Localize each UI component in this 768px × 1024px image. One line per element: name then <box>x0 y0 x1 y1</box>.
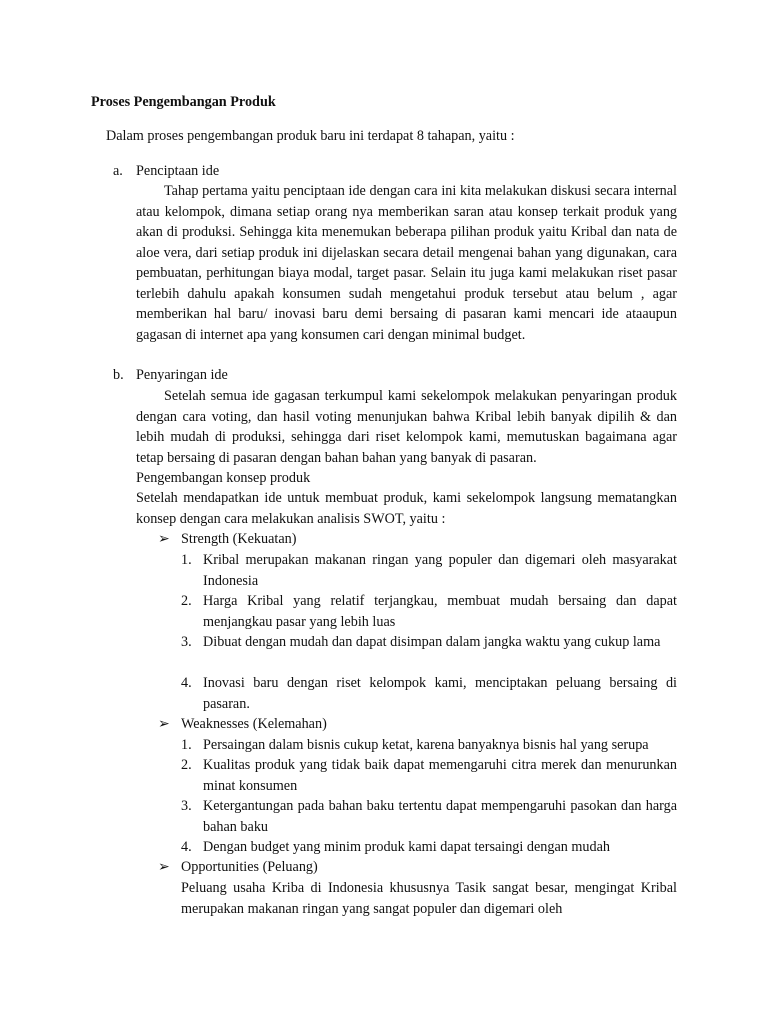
strength-item-number: 4. <box>181 675 192 691</box>
weakness-item-number: 1. <box>181 737 192 753</box>
section-heading-b: Penyaringan ide <box>136 367 228 383</box>
opportunities-heading: Opportunities (Peluang) <box>181 859 318 875</box>
strength-item-number: 3. <box>181 634 192 650</box>
arrow-bullet-icon: ➢ <box>158 531 170 547</box>
weakness-item-number: 4. <box>181 839 192 855</box>
arrow-bullet-icon: ➢ <box>158 716 170 732</box>
strength-item: Kribal merupakan makanan ringan yang populer dan digemari oleh masyarakat Indonesia <box>203 552 677 589</box>
weakness-item-number: 2. <box>181 757 192 773</box>
section-paragraph-a: Tahap pertama yaitu penciptaan ide dengan cara ini kita melakukan diskusi secara internal atau kelompok, dimana setiap orang nya memberikan saran atau konsep terkait produk yang akan di produksi. Sehingga kita menemukan beberapa pilihan produk yaitu Kribal dan nata de aloe vera, dari setiap produk ini dijelaskan secara detail mengenai bahan yang digunakan, cara pembuatan, perhitungan biaya modal, target pasar. Selain itu juga kami melakukan riset pasar terlebih dahulu apakah konsumen sudah mengetahui produk tersebut atau belum , agar memberikan hal baru/ inovasi baru demi bersaing di pasaran kami mencari ide ataaupun gagasan di internet apa yang konsumen cari dengan minimal budget. <box>136 183 677 343</box>
opportunities-paragraph: Peluang usaha Kriba di Indonesia khususnya Tasik sangat besar, mengingat Kribal merupakan makanan ringan yang sangat populer dan digemari oleh <box>181 880 677 917</box>
section-paragraph-b: Setelah semua ide gagasan terkumpul kami sekelompok melakukan penyaringan produk dengan cara voting, dan hasil voting menunjukan bahwa Kribal lebih banyak dipilih & dan lebih mudah di produksi, sehingga dari riset kelompok kami, memutuskan bagaimana agar tetap bersaing di pasaran dengan bahan bahan yang banyak di pasaran. <box>136 388 677 466</box>
section-heading-a: Penciptaan ide <box>136 163 220 179</box>
weakness-item-number: 3. <box>181 798 192 814</box>
section-marker-a: a. <box>113 163 123 179</box>
strength-item-number: 2. <box>181 593 192 609</box>
concept-paragraph: Setelah mendapatkan ide untuk membuat produk, kami sekelompok langsung mematangkan konsep dengan cara melakukan analisis SWOT, yaitu : <box>136 490 677 527</box>
concept-heading: Pengembangan konsep produk <box>136 470 311 486</box>
strength-item-number: 1. <box>181 552 192 568</box>
weaknesses-heading: Weaknesses (Kelemahan) <box>181 716 327 732</box>
intro-text: Dalam proses pengembangan produk baru ini terdapat 8 tahapan, yaitu : <box>106 128 515 144</box>
arrow-bullet-icon: ➢ <box>158 859 170 875</box>
weakness-item: Kualitas produk yang tidak baik dapat memengaruhi citra merek dan menurunkan minat konsumen <box>203 757 677 794</box>
strength-heading: Strength (Kekuatan) <box>181 531 297 547</box>
page-title: Proses Pengembangan Produk <box>91 94 276 110</box>
strength-item: Harga Kribal yang relatif terjangkau, membuat mudah bersaing dan dapat menjangkau pasar yang lebih luas <box>203 593 677 630</box>
section-marker-b: b. <box>113 367 124 383</box>
weakness-item: Dengan budget yang minim produk kami dapat tersaingi dengan mudah <box>203 839 611 855</box>
strength-item: Inovasi baru dengan riset kelompok kami, menciptakan peluang bersaing di pasaran. <box>203 675 677 712</box>
strength-item: Dibuat dengan mudah dan dapat disimpan dalam jangka waktu yang cukup lama <box>203 634 661 650</box>
weakness-item: Ketergantungan pada bahan baku tertentu dapat mempengaruhi pasokan dan harga bahan baku <box>203 798 677 835</box>
weakness-item: Persaingan dalam bisnis cukup ketat, karena banyaknya bisnis hal yang serupa <box>203 737 649 753</box>
